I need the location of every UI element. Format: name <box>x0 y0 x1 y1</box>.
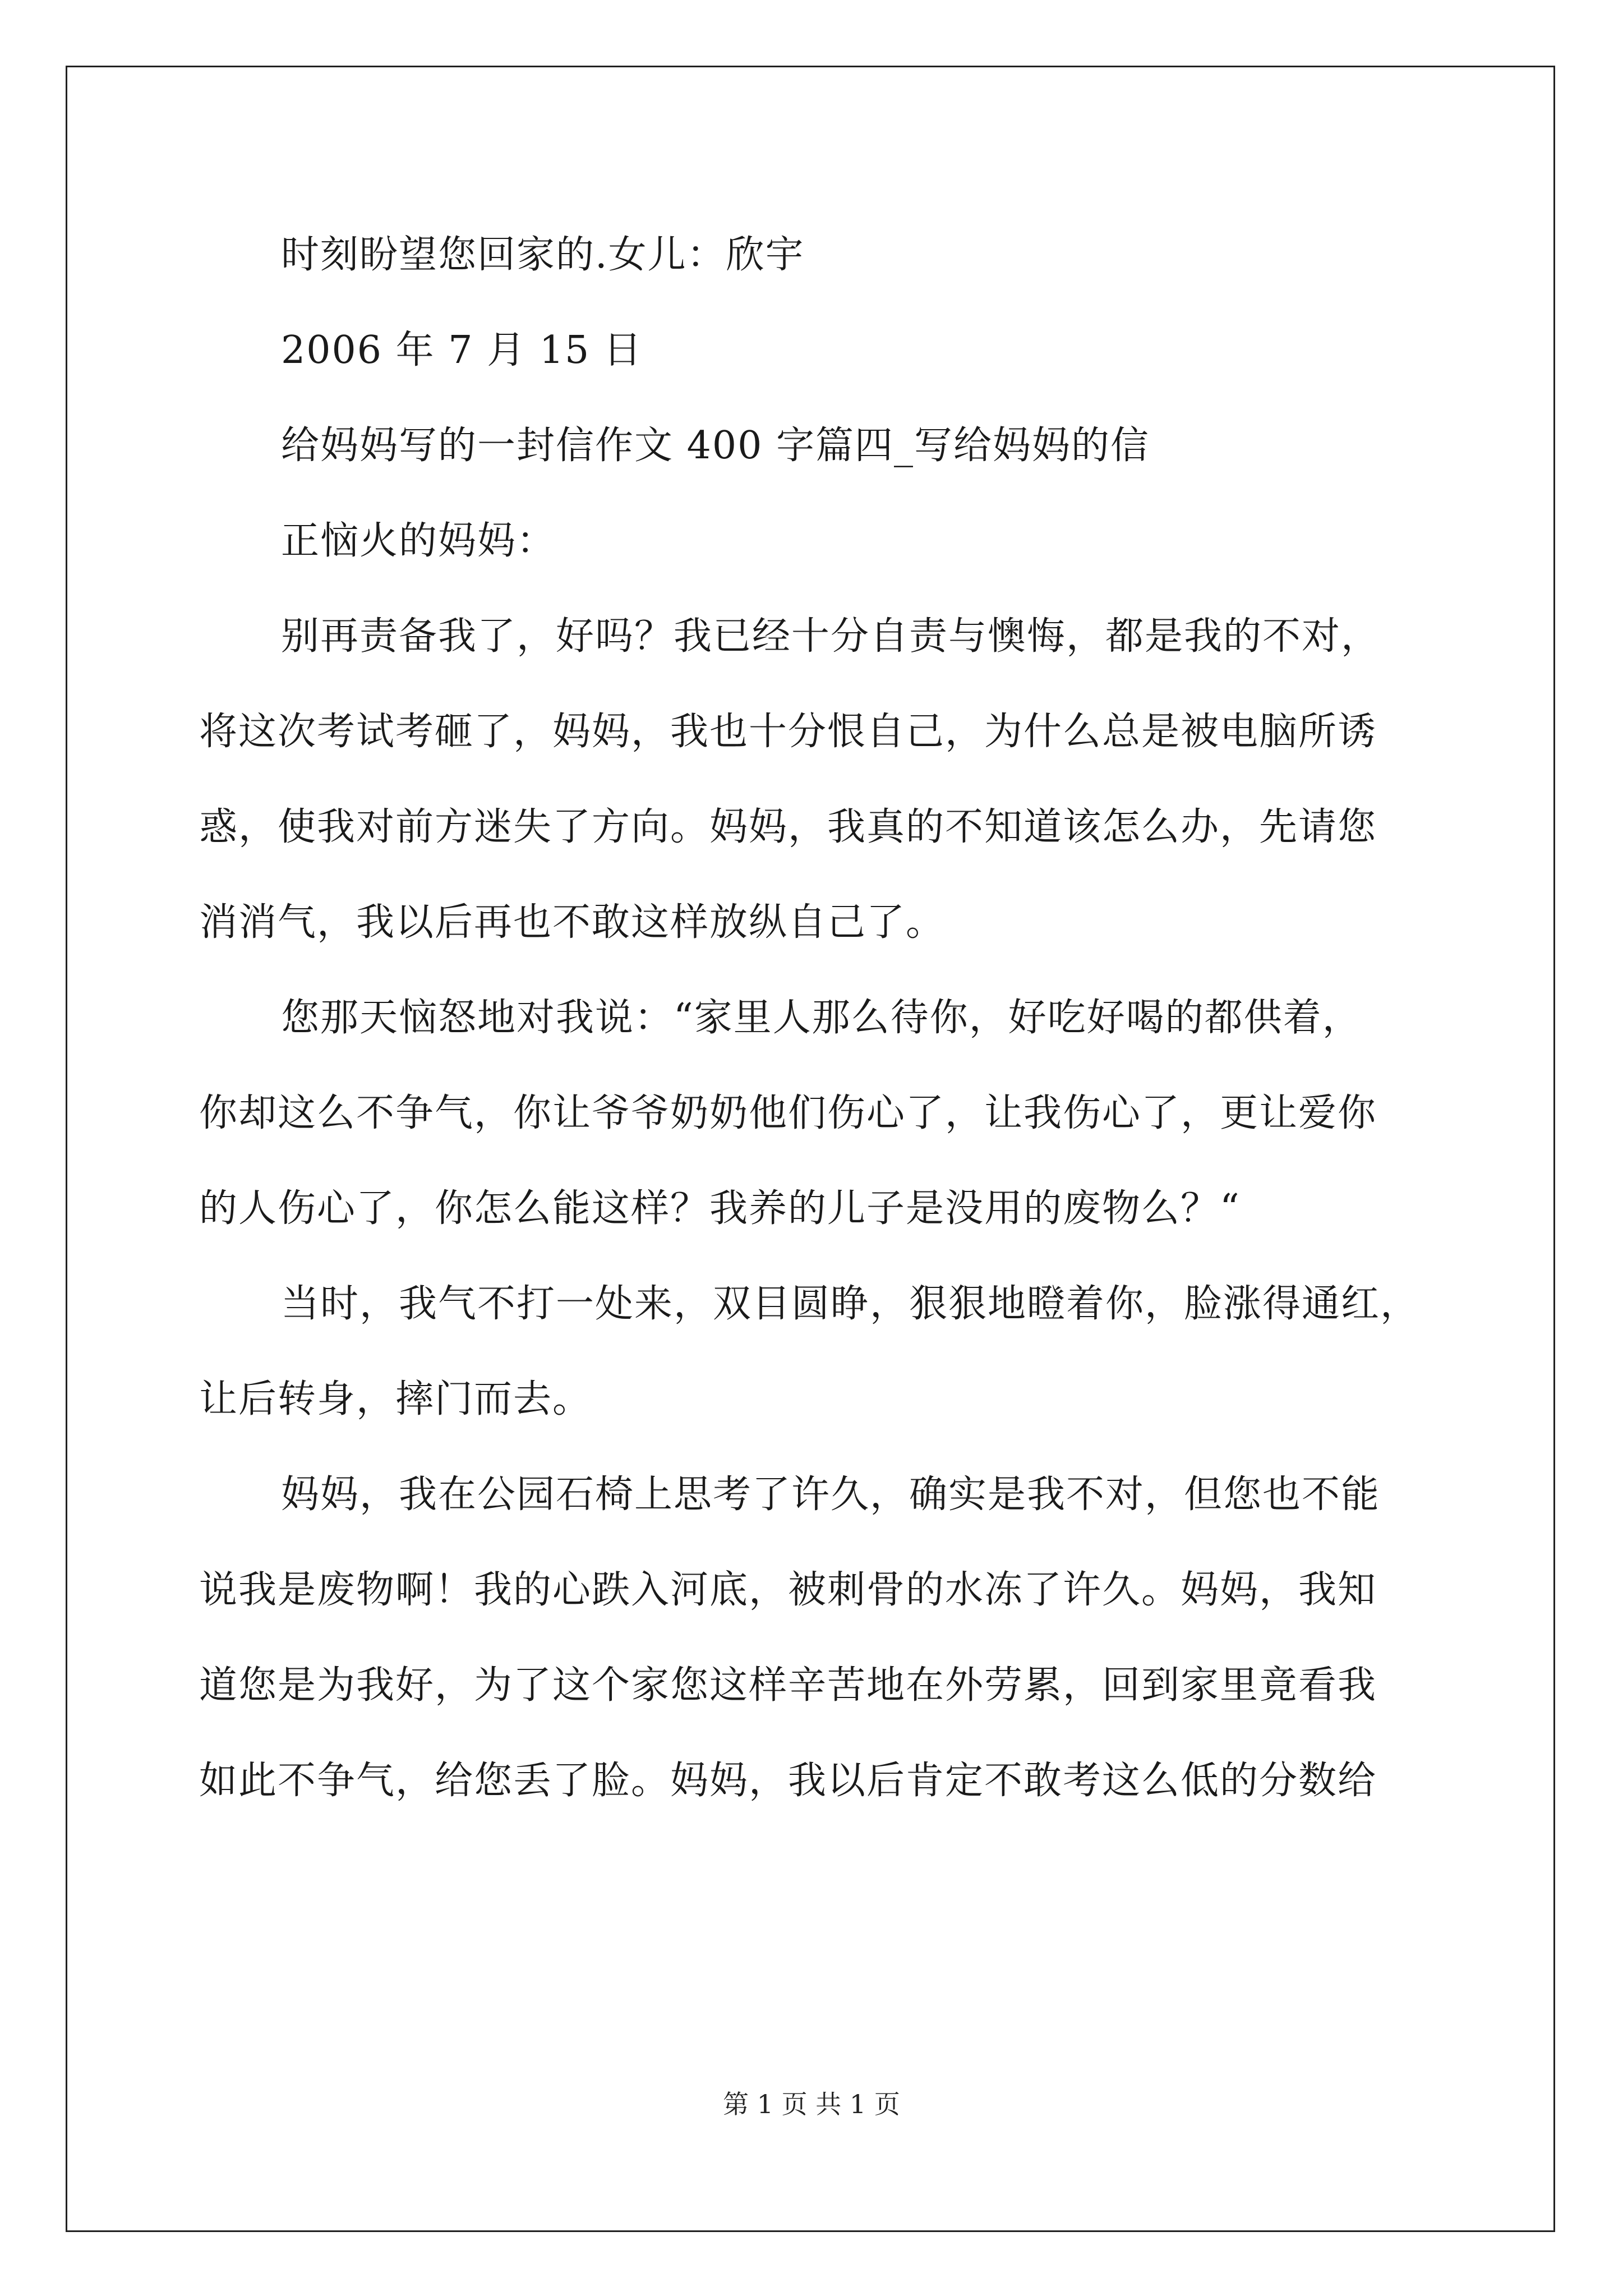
text-line: 让后转身，摔门而去。 <box>199 1377 592 1421</box>
text-line: 说我是废物啊！我的心跌入河底，被刺骨的水冻了许久。妈妈，我知 <box>199 1568 1377 1612</box>
text-line: 惑，使我对前方迷失了方向。妈妈，我真的不知道该怎么办，先请您 <box>199 805 1377 849</box>
text-line: 当时，我气不打一处来，双目圆睁，狠狠地瞪着你，脸涨得通红， <box>281 1282 1420 1326</box>
text-line: 时刻盼望您回家的.女儿：欣宇 <box>281 233 805 277</box>
text-line: 的人伤心了，你怎么能这样？我养的儿子是没用的废物么？“ <box>199 1186 1241 1231</box>
text-line: 正恼火的妈妈： <box>281 519 556 563</box>
text-line: 你却这么不争气，你让爷爷奶奶他们伤心了，让我伤心了，更让爱你 <box>199 1091 1377 1135</box>
page-number: 第 1 页 共 1 页 <box>723 2089 900 2119</box>
text-line: 您那天恼怒地对我说：“家里人那么待你，好吃好喝的都供着， <box>281 996 1362 1040</box>
text-line: 别再责备我了，好吗？我已经十分自责与懊悔，都是我的不对， <box>281 614 1381 659</box>
text-line: 将这次考试考砸了，妈妈，我也十分恨自己，为什么总是被电脑所诱 <box>199 710 1377 754</box>
text-line: 2006 年 7 月 15 日 <box>281 328 643 372</box>
text-line: 道您是为我好，为了这个家您这样辛苦地在外劳累，回到家里竟看我 <box>199 1663 1377 1708</box>
document-body <box>199 208 1427 1829</box>
text-line: 给妈妈写的一封信作文 400 字篇四_写给妈妈的信 <box>281 424 1150 468</box>
text-line: 如此不争气，给您丢了脸。妈妈，我以后肯定不敢考这么低的分数给 <box>199 1759 1377 1803</box>
text-line: 消消气，我以后再也不敢这样放纵自己了。 <box>199 900 946 945</box>
text-line: 妈妈，我在公园石椅上思考了许久，确实是我不对，但您也不能 <box>281 1473 1381 1517</box>
